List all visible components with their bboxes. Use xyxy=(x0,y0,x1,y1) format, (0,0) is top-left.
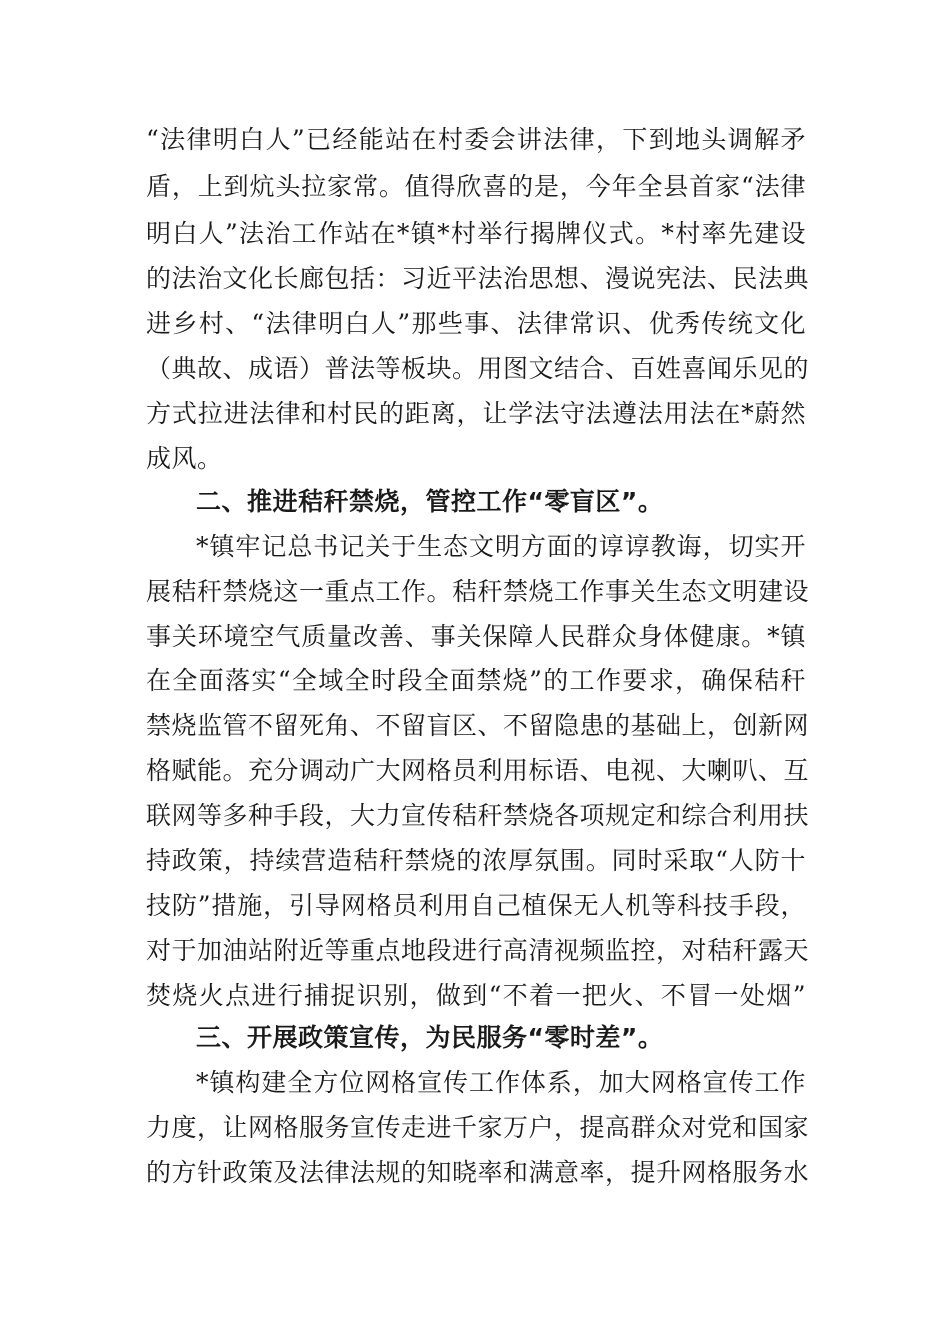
paragraph-line: 技防”措施，引导网格员利用自己植保无人机等科技手段， xyxy=(146,891,806,920)
paragraph-line: 方式拉进法律和村民的距离，让学法守法遵法用法在*蔚然 xyxy=(146,399,806,428)
section-heading: 二、推进秸秆禁烧，管控工作“零盲区”。 xyxy=(196,487,664,516)
paragraph-line: 盾，上到炕头拉家常。值得欣喜的是，今年全县首家“法律 xyxy=(146,172,806,201)
paragraph-line: 明白人”法治工作站在*镇*村举行揭牌仪式。*村率先建设 xyxy=(146,219,806,248)
paragraph-line: 成风。 xyxy=(146,444,223,473)
paragraph-line: 进乡村、“法律明白人”那些事、法律常识、优秀传统文化 xyxy=(146,309,806,338)
paragraph-line: *镇构建全方位网格宣传工作体系，加大网格宣传工作 xyxy=(196,1068,806,1097)
paragraph-line: 的法治文化长廊包括：习近平法治思想、漫说宪法、民法典 xyxy=(146,264,810,293)
paragraph-line: 的方针政策及法律法规的知晓率和满意率，提升网格服务水 xyxy=(146,1158,810,1187)
paragraph-line: 禁烧监管不留死角、不留盲区、不留隐患的基础上，创新网 xyxy=(146,711,810,740)
paragraph-line: 对于加油站附近等重点地段进行高清视频监控，对秸秆露天 xyxy=(146,936,810,965)
paragraph-line: 持政策，持续营造秸秆禁烧的浓厚氛围。同时采取“人防十 xyxy=(146,846,806,875)
paragraph-line: “法律明白人”已经能站在村委会讲法律，下到地头调解矛 xyxy=(146,125,806,154)
paragraph-line: 焚烧火点进行捕捉识别，做到“不着一把火、不冒一处烟” xyxy=(146,981,806,1010)
paragraph-line: 事关环境空气质量改善、事关保障人民群众身体健康。*镇 xyxy=(146,622,806,651)
paragraph-line: （典故、成语）普法等板块。用图文结合、百姓喜闻乐见的 xyxy=(146,354,810,383)
paragraph-line: 格赋能。充分调动广大网格员利用标语、电视、大喇叭、互 xyxy=(146,756,810,785)
paragraph-line: 联网等多种手段，大力宣传秸秆禁烧各项规定和综合利用扶 xyxy=(146,801,810,830)
paragraph-line: 在全面落实“全域全时段全面禁烧”的工作要求，确保秸秆 xyxy=(146,666,806,695)
paragraph-line: 力度，让网格服务宣传走进千家万户，提高群众对党和国家 xyxy=(146,1113,810,1142)
paragraph-line: *镇牢记总书记关于生态文明方面的谆谆教诲，切实开 xyxy=(196,532,806,561)
section-heading: 三、开展政策宣传，为民服务“零时差”。 xyxy=(196,1023,664,1052)
paragraph-line: 展秸秆禁烧这一重点工作。秸秆禁烧工作事关生态文明建设 xyxy=(146,577,810,606)
